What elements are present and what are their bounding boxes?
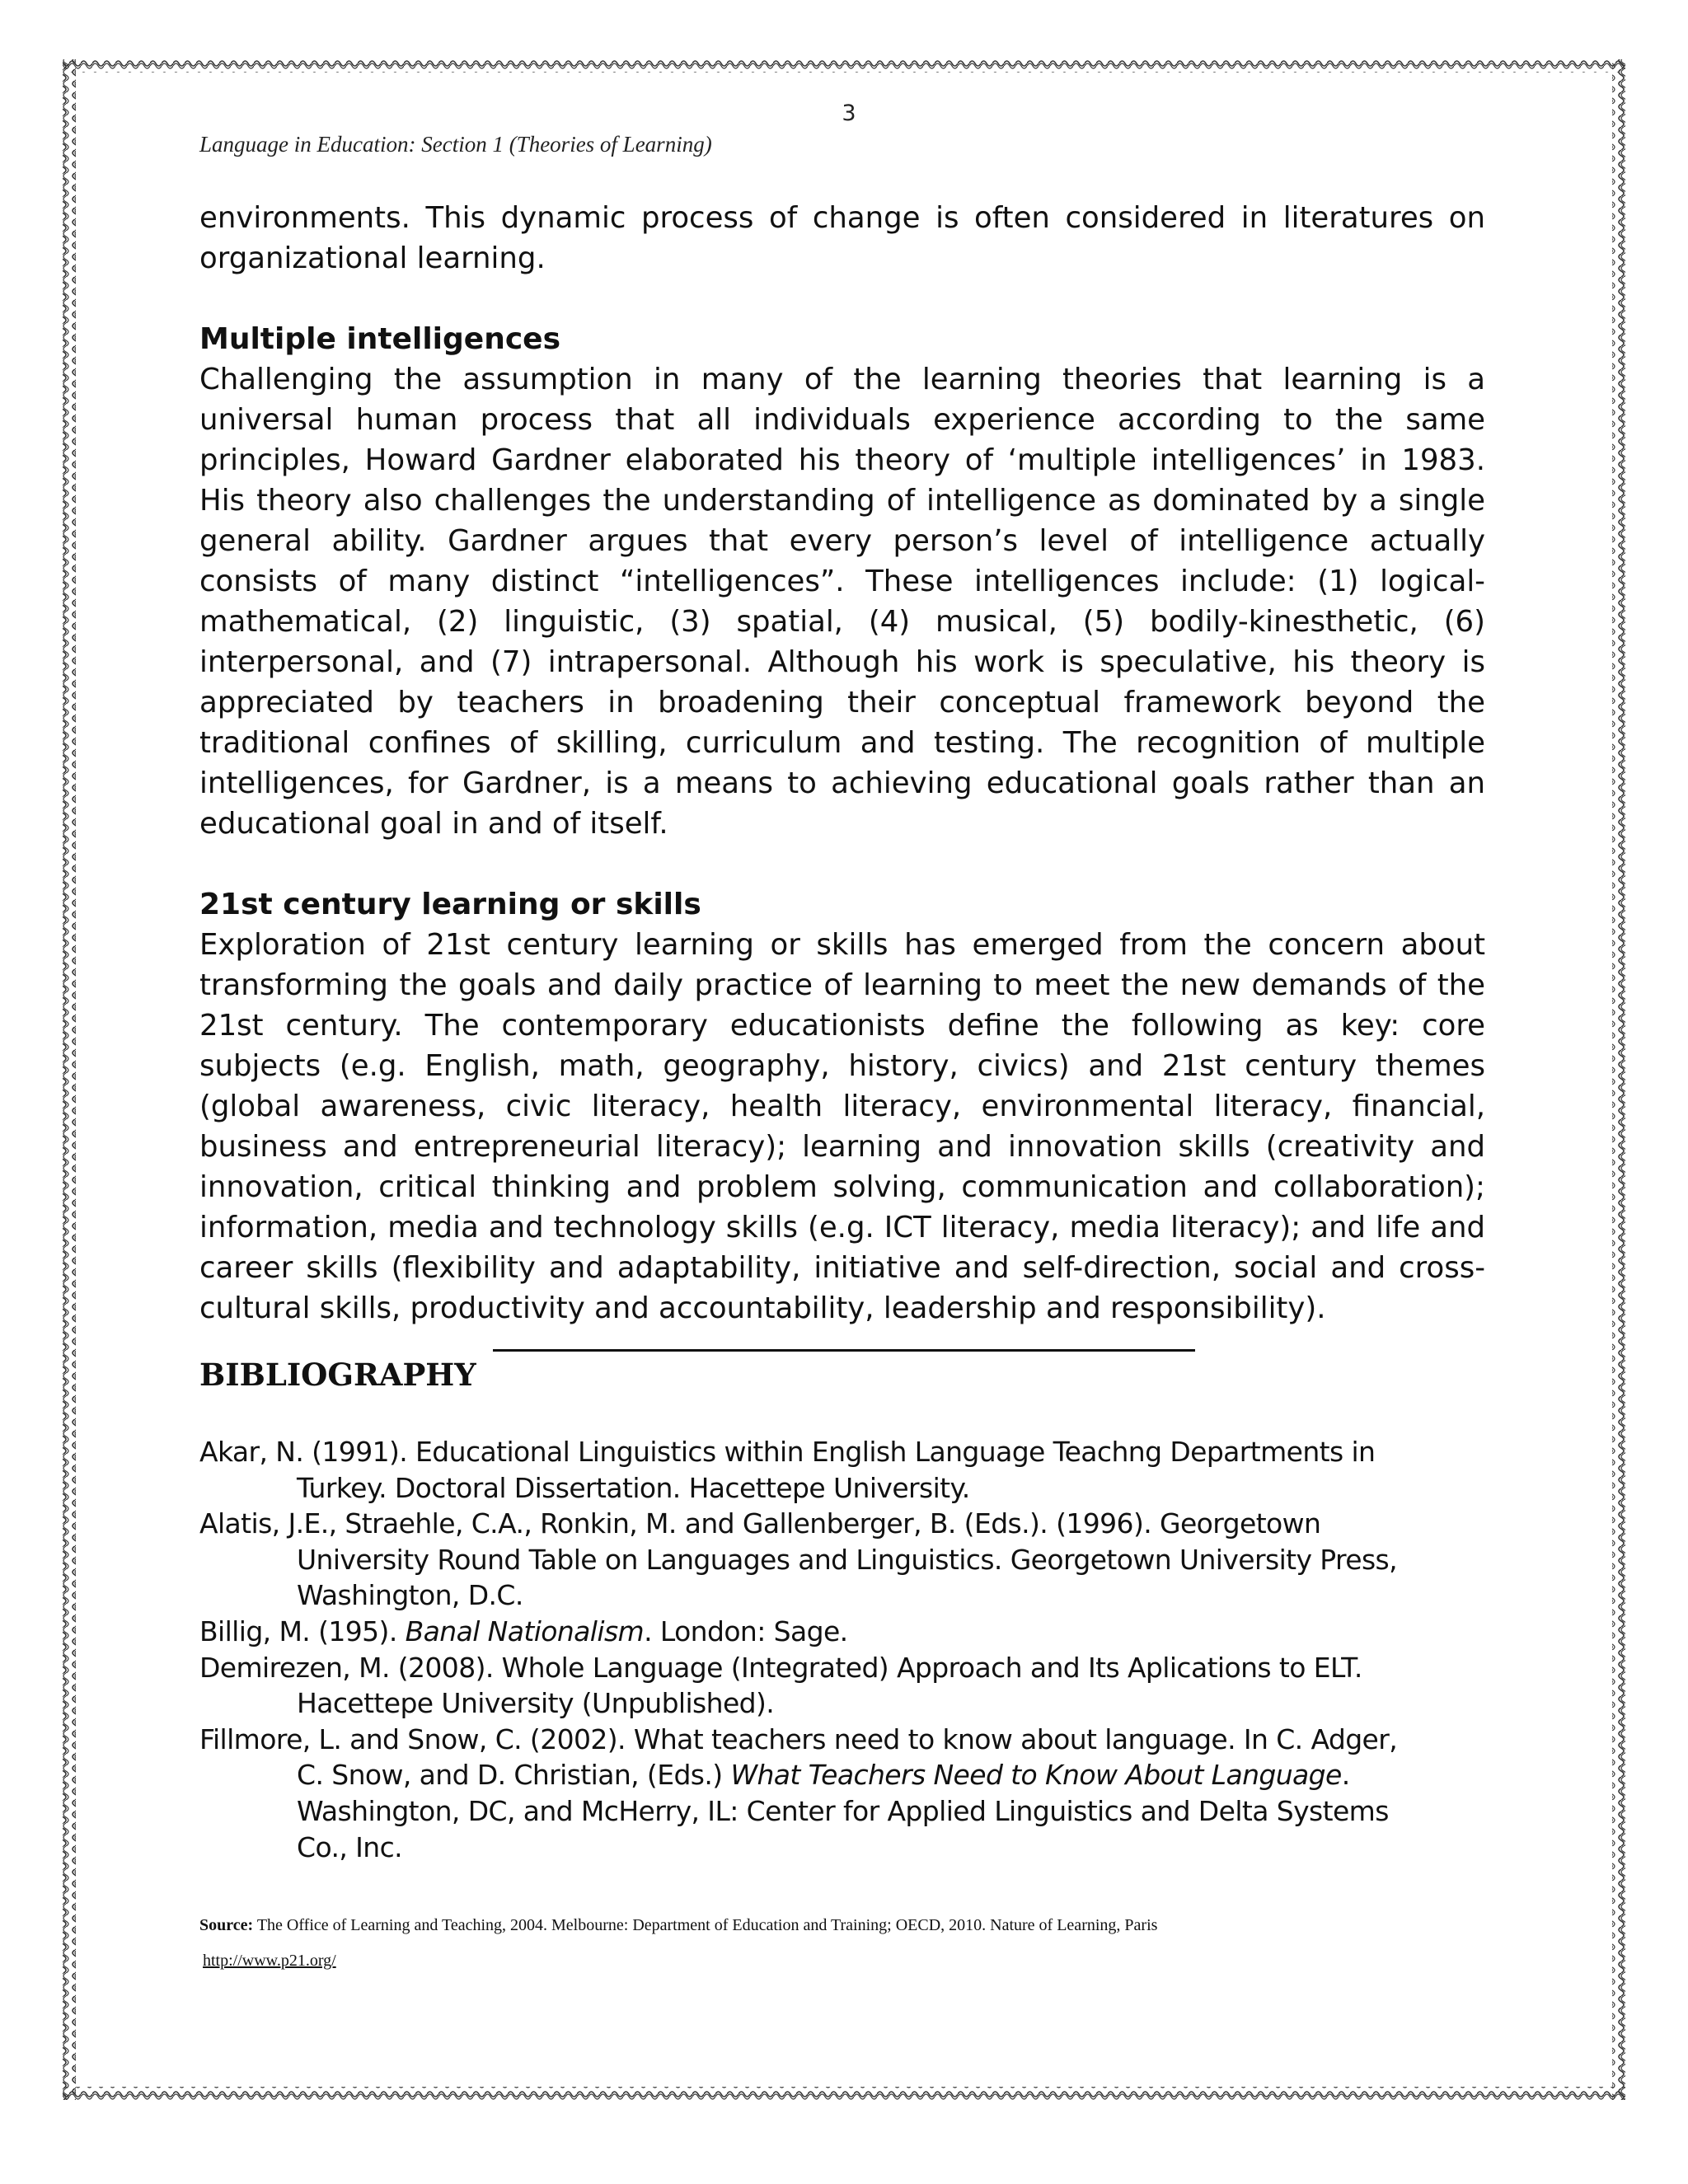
running-head: Language in Education: Section 1 (Theories of Learning): [199, 132, 712, 157]
section-heading-21st-century: 21st century learning or skills: [199, 888, 701, 921]
bibliography-entry: Demirezen, M. (2008). Whole Language (Integrated) Approach and Its Aplications to ELT. Hacettepe University (Unpublished).: [199, 1651, 1362, 1720]
bibliography-entry: Billig, M. (195). Banal Nationalism. London: Sage.: [199, 1615, 848, 1647]
source-note: [199, 1914, 1485, 1937]
section-heading-multiple-intelligences: Multiple intelligences: [199, 322, 561, 356]
section-text-multiple-intelligences: Challenging the assumption in many of the learning theories that learning is a universal human process that all individuals experience according to the same principles, Howard Gardner elaborated his theory of ‘multiple intelligences’ in 1983. His theory also challenges the understanding of intelligence as dominated by a single general ability. Gardner argues that every person’s level of intelligence actually consists of many distinct “intelligences”. These intelligences include: (1) logical-mathematical, (2) linguistic, (3) spatial, (4) musical, (5) bodily-kinesthetic, (6) interpersonal, and (7) intrapersonal. Although his work is speculative, his theory is appreciated by teachers in broadening their conceptual framework beyond the traditional confines of skilling, curriculum and testing. The recognition of multiple intelligences, for Gardner, is a means to achieving educational goals rather than an educational goal in and of itself.: [199, 363, 1485, 841]
bibliography-entry: Fillmore, L. and Snow, C. (2002). What teachers need to know about language. In C. Adger, C. Snow, and D. Christian, (Eds.) What Teachers Need to Know About Language. Washington, DC, and McHerry, IL: Center for Applied Linguistics and Delta Systems Co., Inc.: [199, 1722, 1398, 1863]
page-number: 3: [842, 101, 856, 126]
bibliography-entry: Akar, N. (1991). Educational Linguistics within English Language Teachng Departments in Turkey. Doctoral Dissertation. Hacettepe University.: [199, 1436, 1376, 1504]
source-label: Source:: [199, 1916, 254, 1934]
section-text-21st-century: Exploration of 21st century learning or skills has emerged from the concern about transforming the goals and daily practice of learning to meet the new demands of the 21st century. The contemporary educationists define the following as key: core subjects (e.g. English, math, geography, history, civics) and 21st century themes (global awareness, civic literacy, health literacy, environmental literacy, financial, business and entrepreneurial literacy); learning and innovation skills (creativity and innovation, critical thinking and problem solving, communication and collaboration); information, media and technology skills (e.g. ICT literacy, media literacy); and life and career skills (flexibility and adaptability, initiative and self-direction, social and cross-cultural skills, productivity and accountability, leadership and responsibility).: [199, 928, 1485, 1325]
main-text: [199, 198, 1485, 1329]
bibliography-list: [199, 1434, 1403, 1865]
source-link[interactable]: http://www.p21.org/: [203, 1952, 336, 1970]
section-divider: [493, 1349, 1195, 1352]
intro-paragraph: environments. This dynamic process of change is often considered in literatures on organizational learning.: [199, 201, 1485, 275]
bibliography-entry: Alatis, J.E., Straehle, C.A., Ronkin, M. and Gallenberger, B. (Eds.). (1996). Georgetown University Round Table on Languages and Linguistics. Georgetown University Press, Washington, D.C.: [199, 1507, 1398, 1612]
bibliography-title: BIBLIOGRAPHY: [199, 1357, 476, 1393]
source-text: The Office of Learning and Teaching, 2004. Melbourne: Department of Education and Training; OECD, 2010. Nature of Learning, Paris: [253, 1916, 1158, 1934]
